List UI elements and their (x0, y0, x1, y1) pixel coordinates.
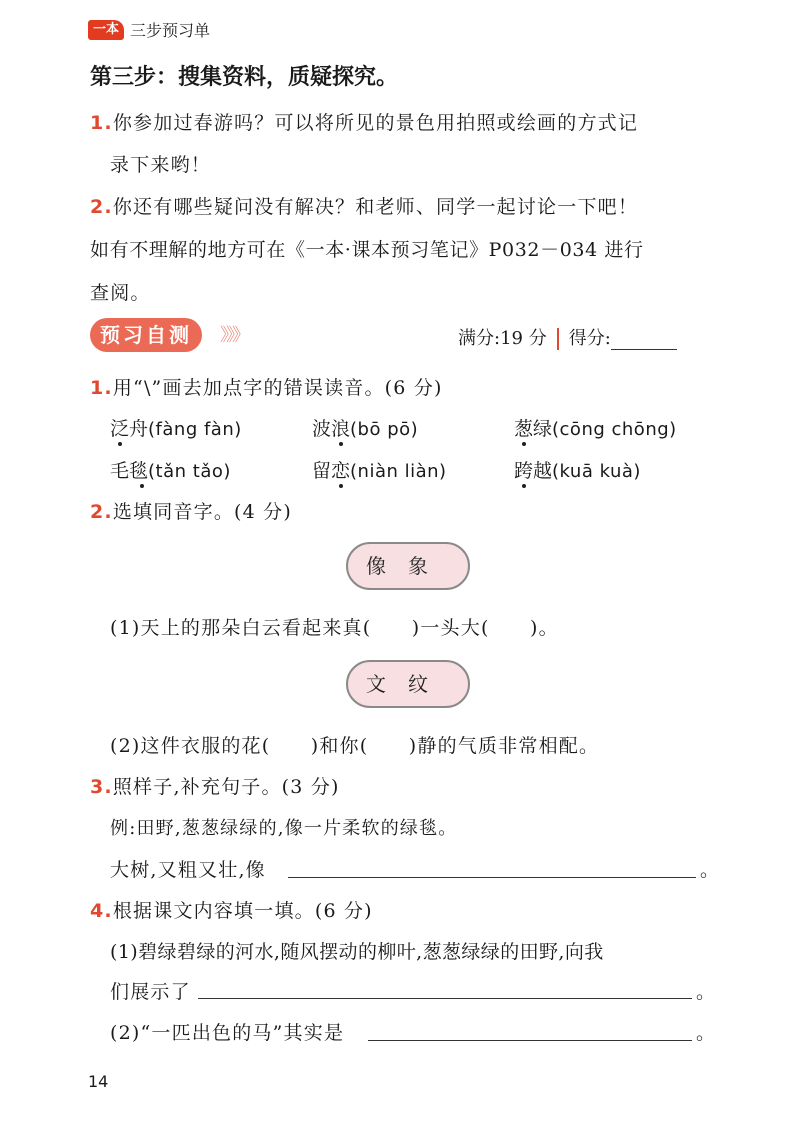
page-number: 14 (88, 1072, 109, 1091)
pinyin-word: 泛舟 (110, 418, 149, 440)
task-2-number: 2. (90, 196, 113, 218)
score-label: 得分: (568, 328, 611, 349)
question-3-number: 3. (90, 776, 113, 798)
note-line-1: 如有不理解的地方可在《一本·课本预习笔记》P032－034 进行 (90, 239, 644, 261)
q4-sentence-2: (2)“一匹出色的马”其实是 (110, 1022, 345, 1044)
answer-line[interactable] (368, 1040, 692, 1041)
task-2-text: 你还有哪些疑问没有解决？和老师、同学一起讨论一下吧！ (112, 196, 639, 218)
question-3 (90, 772, 340, 799)
question-4-number: 4. (90, 900, 113, 922)
pinyin-item[interactable] (312, 456, 447, 483)
divider (557, 328, 559, 350)
pinyin-item[interactable] (110, 456, 231, 483)
fill-sentence-2[interactable]: (2)这件衣服的花( )和你( )静的气质非常相配。 (110, 735, 600, 757)
period: 。 (696, 1022, 717, 1044)
pinyin-word: 留恋 (312, 460, 351, 482)
emphasis-dot (118, 442, 122, 446)
pinyin-options: (bō pō) (350, 419, 419, 440)
sentence-prompt: 大树,又粗又壮,像 (110, 859, 266, 881)
task-1-continuation: 录下来哟！ (110, 154, 212, 176)
pinyin-options: (cōng chōng) (552, 419, 677, 440)
pinyin-item[interactable] (110, 414, 242, 441)
page-header (88, 18, 210, 41)
header-title: 三步预习单 (130, 21, 211, 40)
period: 。 (696, 981, 717, 1003)
emphasis-dot (339, 484, 343, 488)
question-2-number: 2. (90, 501, 113, 523)
task-1-text: 你参加过春游吗？可以将所见的景色用拍照或绘画的方式记 (112, 112, 639, 134)
pinyin-word: 波浪 (312, 418, 351, 440)
chevron-arrows-icon: 》》》 (220, 325, 247, 346)
full-score: 满分:19 分 (458, 328, 547, 349)
pinyin-options: (niàn liàn) (350, 461, 447, 482)
question-4 (90, 896, 373, 923)
emphasis-dot (339, 442, 343, 446)
pinyin-item[interactable] (312, 414, 418, 441)
word-choice-cloud: 像象 (346, 542, 470, 590)
brand-logo: 一本 (88, 20, 124, 40)
pinyin-word: 葱绿 (514, 418, 553, 440)
q4-sentence-1: (1)碧绿碧绿的河水,随风摆动的柳叶,葱葱绿绿的田野,向我 (110, 941, 604, 963)
task-1-number: 1. (90, 112, 113, 134)
question-1-text: 用“\”画去加点字的错误读音。(6 分) (112, 377, 443, 399)
score-area (458, 324, 677, 350)
question-2-text: 选填同音字。(4 分) (112, 501, 292, 523)
step-title: 第三步：搜集资料，质疑探究。 (90, 65, 399, 90)
note-line-2: 查阅。 (90, 282, 151, 304)
period: 。 (700, 859, 721, 881)
pinyin-item[interactable] (514, 414, 677, 441)
pinyin-word: 跨越 (514, 460, 553, 482)
pinyin-item[interactable] (514, 456, 641, 483)
q4-sentence-1-cont: 们展示了 (110, 981, 191, 1003)
fill-sentence-1[interactable]: (1)天上的那朵白云看起来真( )一头大( )。 (110, 617, 559, 639)
answer-line[interactable] (198, 998, 692, 999)
emphasis-dot (140, 484, 144, 488)
score-blank[interactable] (611, 329, 677, 350)
word-choice-cloud: 文纹 (346, 660, 470, 708)
question-1-number: 1. (90, 377, 113, 399)
self-test-badge: 预习自测 (90, 318, 202, 352)
emphasis-dot (522, 484, 526, 488)
question-4-text: 根据课文内容填一填。(6 分) (112, 900, 373, 922)
pinyin-word: 毛毯 (110, 460, 149, 482)
pinyin-options: (fàng fàn) (148, 419, 242, 440)
example-sentence: 例:田野,葱葱绿绿的,像一片柔软的绿毯。 (110, 818, 458, 839)
task-2 (90, 192, 638, 219)
emphasis-dot (522, 442, 526, 446)
pinyin-options: (tǎn tǎo) (148, 461, 231, 482)
question-1 (90, 373, 443, 400)
task-1 (90, 108, 638, 135)
question-2 (90, 497, 292, 524)
answer-line[interactable] (288, 877, 696, 878)
pinyin-options: (kuā kuà) (552, 461, 641, 482)
question-3-text: 照样子,补充句子。(3 分) (112, 776, 340, 798)
